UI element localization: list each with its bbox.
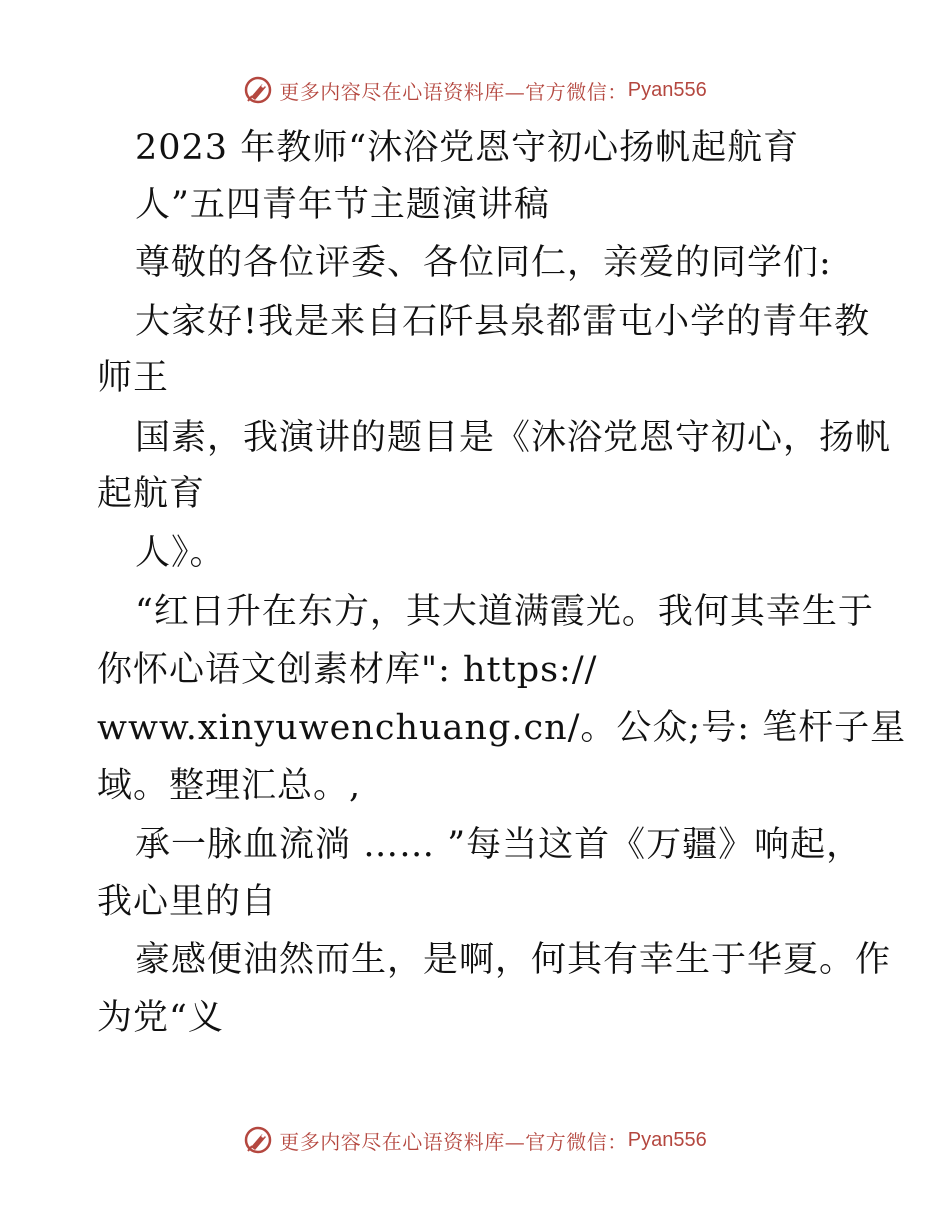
paragraph-line: 承一脉血流淌 …… ”每当这首《万疆》响起， xyxy=(135,825,863,865)
header-banner xyxy=(0,70,950,110)
pen-nib-logo-icon xyxy=(243,1125,273,1155)
paragraph-line: “红日升在东方，其大道满霞光。我何其幸生于 xyxy=(135,592,874,632)
paragraph-line: 尊敬的各位评委、各位同仁，亲爱的同学们: xyxy=(135,243,832,283)
paragraph-line: www.xinyuwenchuang.cn/。公众;号: 笔杆子星 xyxy=(97,708,907,748)
paragraph-line: 人》。 xyxy=(135,533,226,573)
pen-nib-logo-icon xyxy=(243,75,273,105)
document-title-line-2: 人”五四青年节主题演讲稿 xyxy=(135,185,550,225)
paragraph-line: 为党“义 xyxy=(97,998,224,1038)
paragraph-line: 豪感便油然而生，是啊，何其有幸生于华夏。作 xyxy=(135,940,892,980)
document-title-line-1: 2023 年教师“沐浴党恩守初心扬帆起航育 xyxy=(135,128,800,168)
banner-text: 更多内容尽在心语资料库—官方微信： xyxy=(279,79,628,104)
banner-wechat-id: Pyan556 xyxy=(627,1128,707,1151)
paragraph-line: 师王 xyxy=(97,358,170,398)
paragraph-line: 国素，我演讲的题目是《沐浴党恩守初心，扬帆 xyxy=(135,418,892,458)
paragraph-line: 起航育 xyxy=(97,474,206,514)
paragraph-line: 大家好!我是来自石阡县泉都雷屯小学的青年教 xyxy=(135,302,871,342)
paragraph-line: 你怀心语文创素材库": https:// xyxy=(97,650,598,690)
footer-banner xyxy=(0,1120,950,1160)
banner-text: 更多内容尽在心语资料库—官方微信： xyxy=(279,1129,628,1154)
banner-wechat-id: Pyan556 xyxy=(627,78,707,101)
paragraph-line: 域。整理汇总。, xyxy=(97,766,362,806)
paragraph-line: 我心里的自 xyxy=(97,882,278,922)
